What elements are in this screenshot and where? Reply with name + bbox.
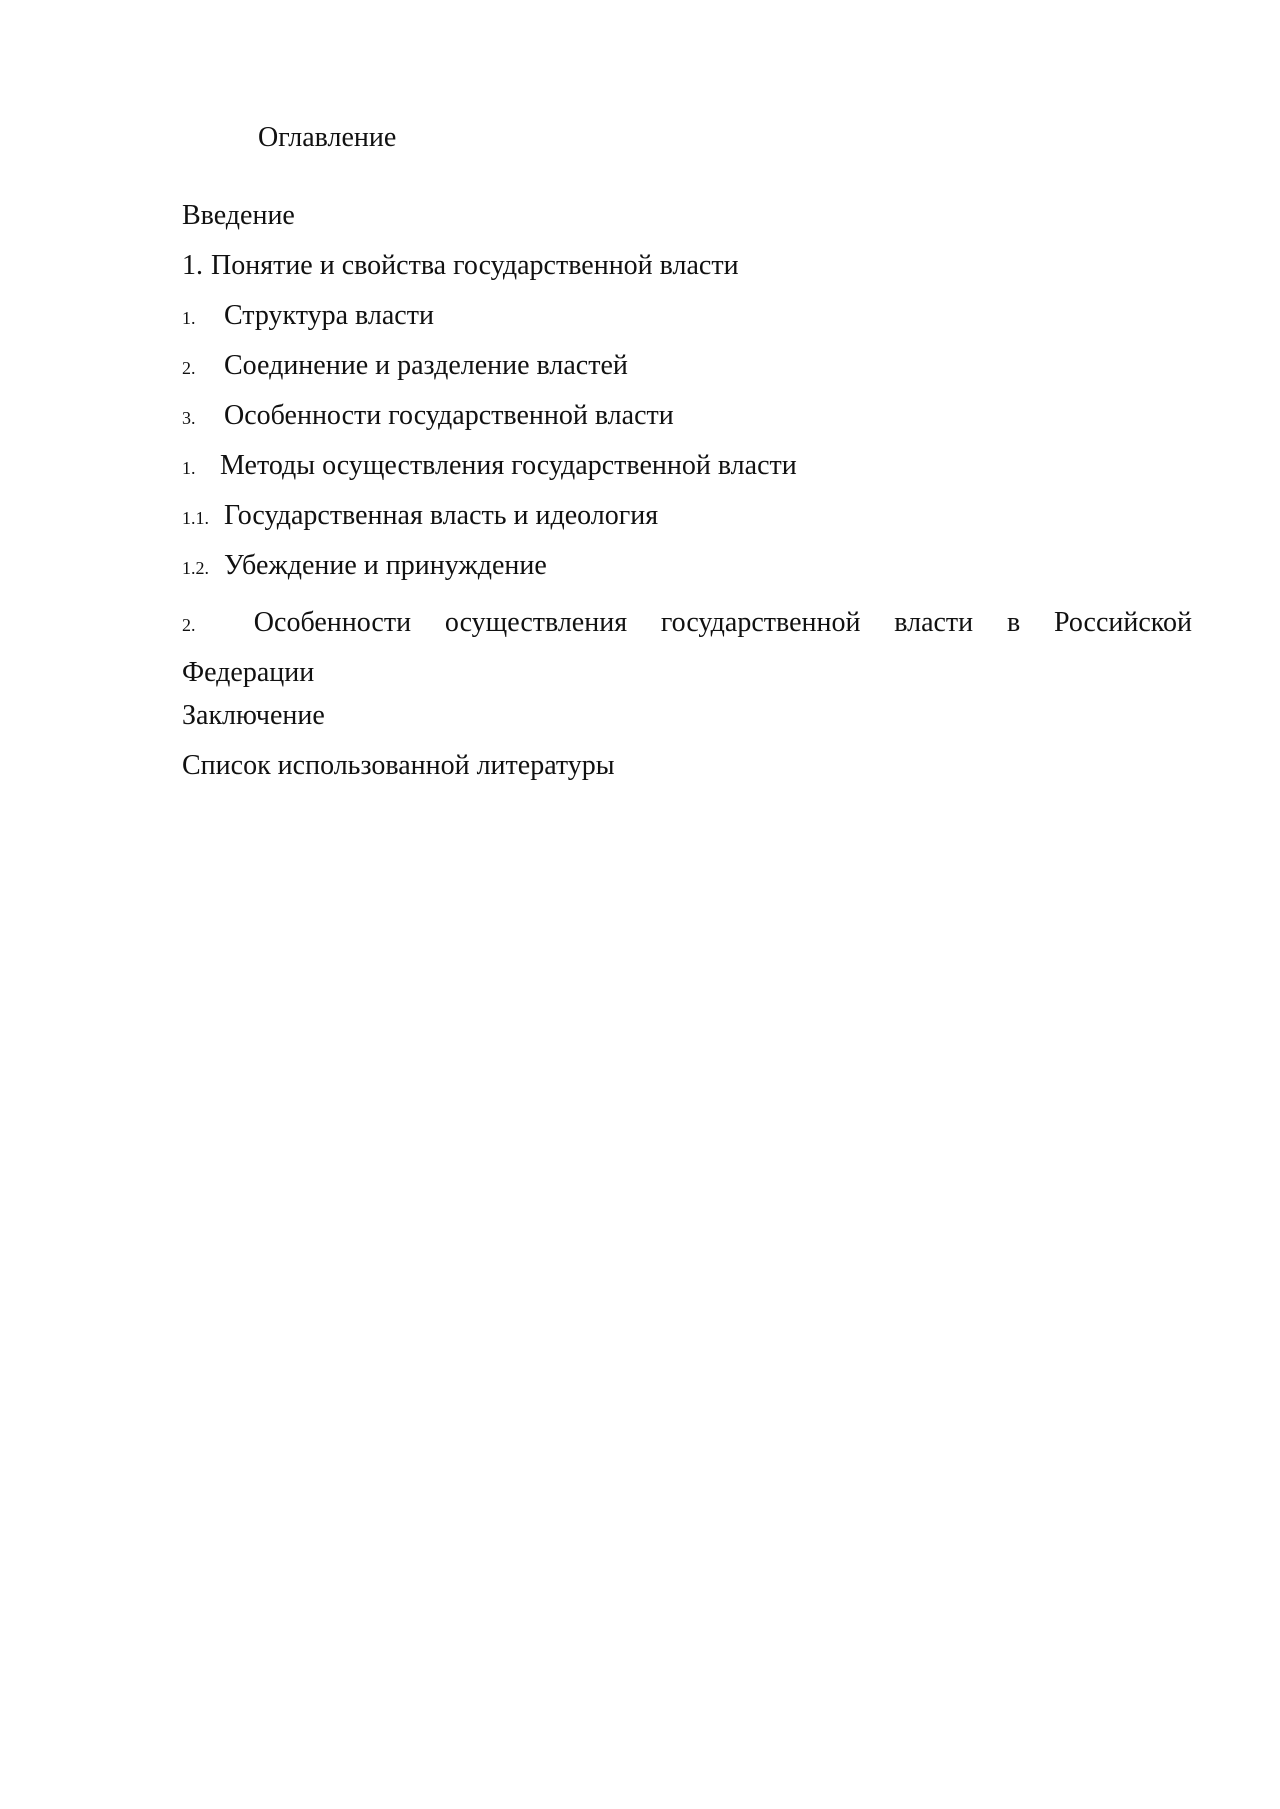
toc-entry-text: Убеждение и принуждение	[224, 550, 547, 581]
toc-entry-word: государственной	[660, 607, 861, 638]
toc-entry-section-2-1	[182, 498, 1192, 548]
toc-entry-conclusion	[182, 698, 1192, 748]
toc-entry-text: Введение	[182, 200, 295, 231]
toc-entry-line-1	[182, 598, 1192, 648]
toc-entry-line-2: Федерации	[182, 657, 315, 688]
toc-entry-text: Особенности государственной власти	[224, 400, 674, 431]
toc-entry-number: 2.	[182, 358, 196, 378]
toc-entry-word: Особенности	[253, 607, 412, 638]
toc-entry-section-1-1	[182, 298, 1192, 348]
toc-title: Оглавление	[258, 122, 397, 153]
toc-entry-section-1-3	[182, 398, 1192, 448]
toc-entry-number: 1.	[182, 250, 203, 281]
toc-entry-word: власти	[894, 607, 974, 638]
toc-entry-text: Понятие и свойства государственной власти	[211, 250, 739, 281]
toc-entry-text: Заключение	[182, 700, 325, 731]
toc-entry-chapter-3	[182, 598, 1192, 698]
toc-entry-word: осуществления	[444, 607, 628, 638]
toc-entry-number: 1.2.	[182, 558, 209, 578]
toc-entry-text: Методы осуществления государственной власти	[220, 450, 797, 481]
toc-entry-word: Российской	[1053, 607, 1192, 638]
toc-entry-number: 1.	[182, 308, 196, 328]
toc-entry-chapter-2	[182, 448, 1192, 498]
toc-entry-introduction	[182, 198, 1192, 248]
toc-entry-section-2-2	[182, 548, 1192, 598]
toc-entry-number: 2.	[182, 615, 196, 635]
toc-entry-text: Список использованной литературы	[182, 750, 615, 781]
toc-entry-number: 1.1.	[182, 508, 209, 528]
toc-entry-section-1-2	[182, 348, 1192, 398]
toc-entry-text: Государственная власть и идеология	[224, 500, 659, 531]
toc-entry-number: 3.	[182, 408, 196, 428]
toc-entry-word: в	[1006, 607, 1021, 638]
table-of-contents	[182, 120, 1192, 798]
toc-entry-number: 1.	[182, 458, 196, 478]
toc-entry-references	[182, 748, 1192, 798]
toc-entry-text: Структура власти	[224, 300, 434, 331]
toc-entry-text: Соединение и разделение властей	[224, 350, 628, 381]
toc-entry-chapter-1	[182, 248, 1192, 298]
